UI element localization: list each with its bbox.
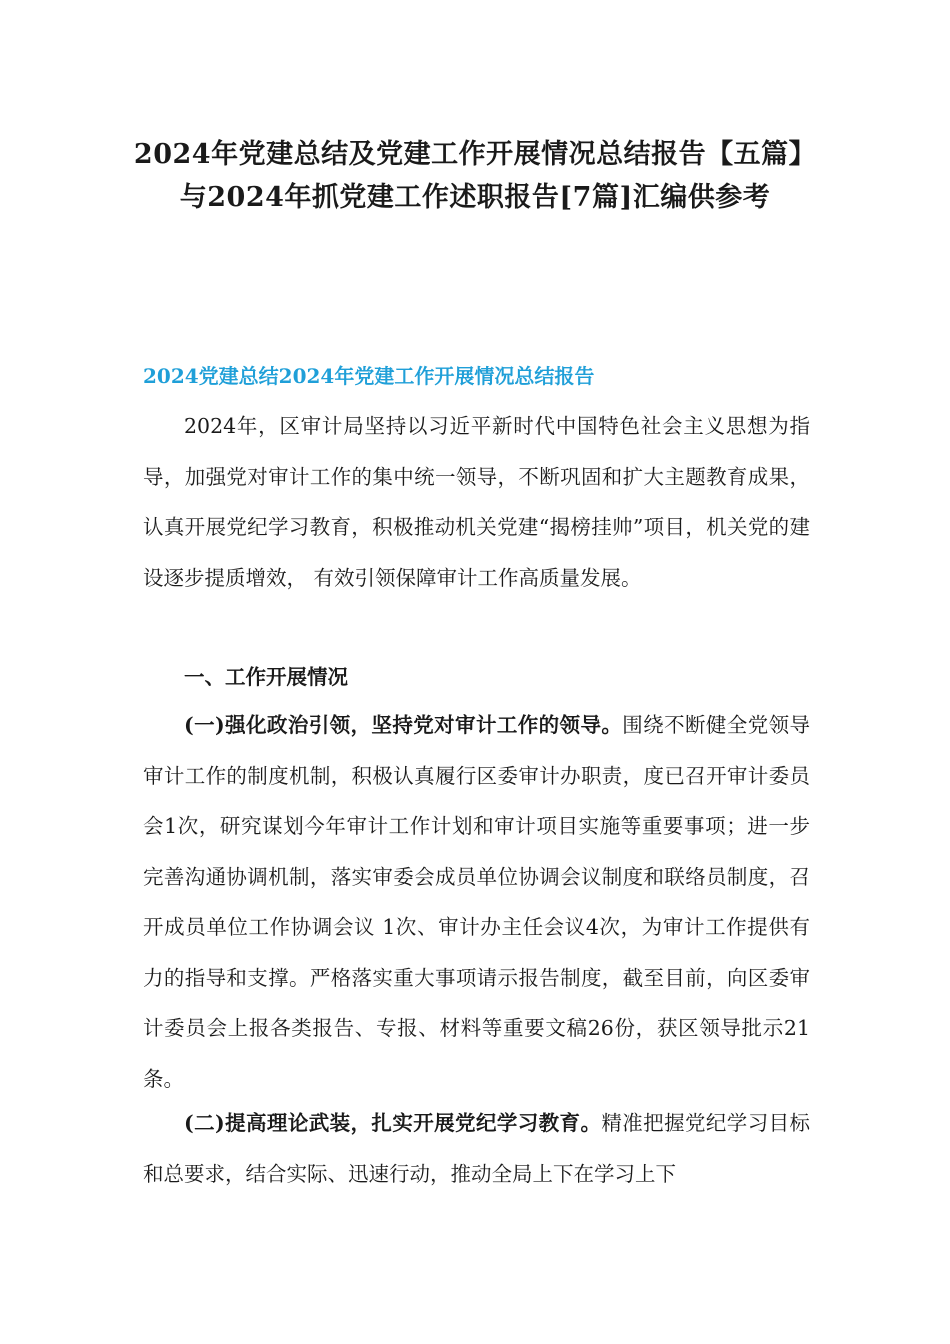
section-heading: 2024党建总结2024年党建工作开展情况总结报告 [143, 364, 595, 388]
heading-work-status: 一、工作开展情况 [184, 665, 348, 689]
item-one-lead: (一)强化政治引领，坚持党对审计工作的领导。 [184, 713, 623, 737]
paragraph-item-two [143, 1098, 810, 1199]
document-title: 2024年党建总结及党建工作开展情况总结报告【五篇】与2024年抓党建工作述职报告[7篇]汇编供参考 [133, 139, 817, 213]
item-one-text: 围绕不断健全党领导审计工作的制度机制，积极认真履行区委审计办职责，度已召开审计委员会1次，研究谋划今年审计工作计划和审计项目实施等重要事项；进一步完善沟通协调机制，落实审委会成员单位协调会议制度和联络员制度，召开成员单位工作协调会议 1次、审计办主任会议4次，为审计工作提供有力的指导和支撑。严格落实重大事项请示报告制度，截至目前，向区委审计委员会上报各类报告、专报、材料等重要文稿26份，获区领导批示21 条。 [143, 713, 811, 1091]
intro-paragraph: 2024年，区审计局坚持以习近平新时代中国特色社会主义思想为指导，加强党对审计工作的集中统一领导，不断巩固和扩大主题教育成果，认真开展党纪学习教育，积极推动机关党建“揭榜挂帅”项目，机关党的建设逐步提质增效， 有效引领保障审计工作高质量发展。 [143, 414, 810, 590]
item-two-text: 精准把握党纪学习目标和总要求，结合实际、迅速行动，推动全局上下在学习上下 [143, 1111, 811, 1186]
item-two-lead: (二)提高理论武装，扎实开展党纪学习教育。 [184, 1111, 602, 1135]
paragraph-item-one [143, 700, 810, 1104]
